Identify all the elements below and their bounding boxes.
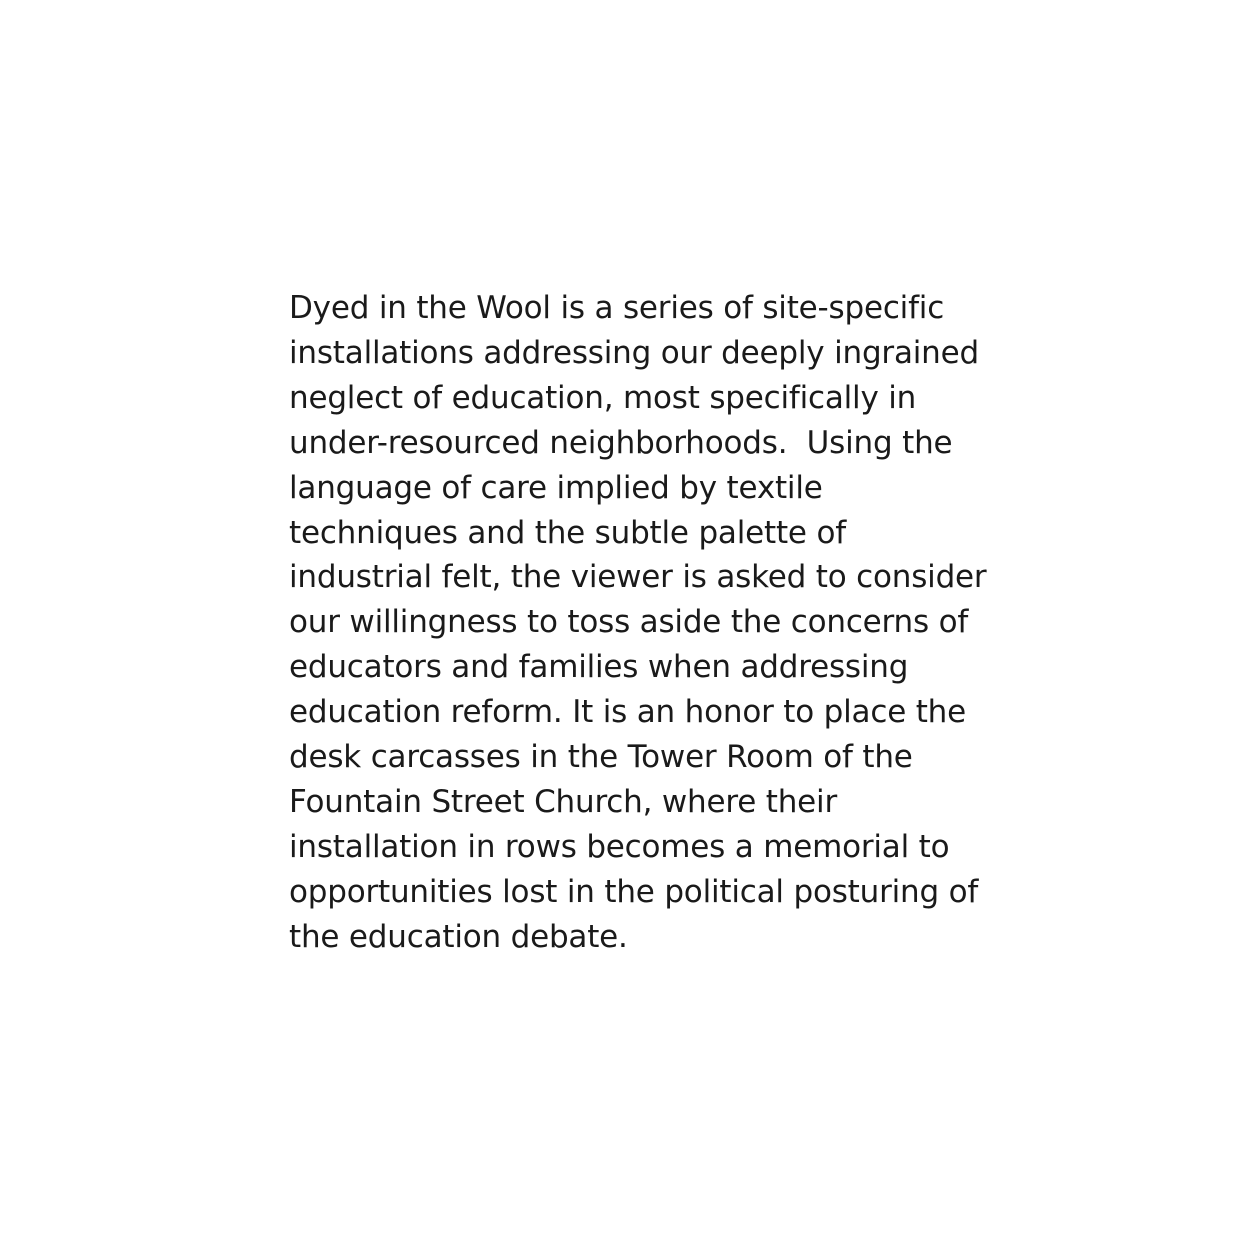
statement-line: the education debate. — [289, 918, 628, 955]
statement-line: opportunities lost in the political posturing of — [289, 873, 979, 910]
statement-line: Dyed in the Wool is a series of site-specific — [289, 290, 945, 326]
statement-line: industrial felt, the viewer is asked to consider — [289, 559, 987, 596]
statement-line: under-resourced neighborhoods. Using the — [289, 424, 953, 461]
statement-line: Fountain Street Church, where their — [289, 783, 838, 820]
statement-line: installations addressing our deeply ingrained — [289, 334, 979, 371]
statement-line: our willingness to toss aside the concerns of — [289, 604, 969, 641]
statement-line: education reform. It is an honor to place the — [289, 694, 966, 731]
statement-line: language of care implied by textile — [289, 469, 823, 506]
artist-statement — [289, 286, 1009, 960]
statement-line: educators and families when addressing — [289, 649, 909, 686]
statement-line: neglect of education, most specifically in — [289, 379, 917, 416]
statement-line: desk carcasses in the Tower Room of the — [289, 739, 913, 776]
statement-line: techniques and the subtle palette of — [289, 514, 846, 551]
statement-line: installation in rows becomes a memorial to — [289, 828, 950, 865]
